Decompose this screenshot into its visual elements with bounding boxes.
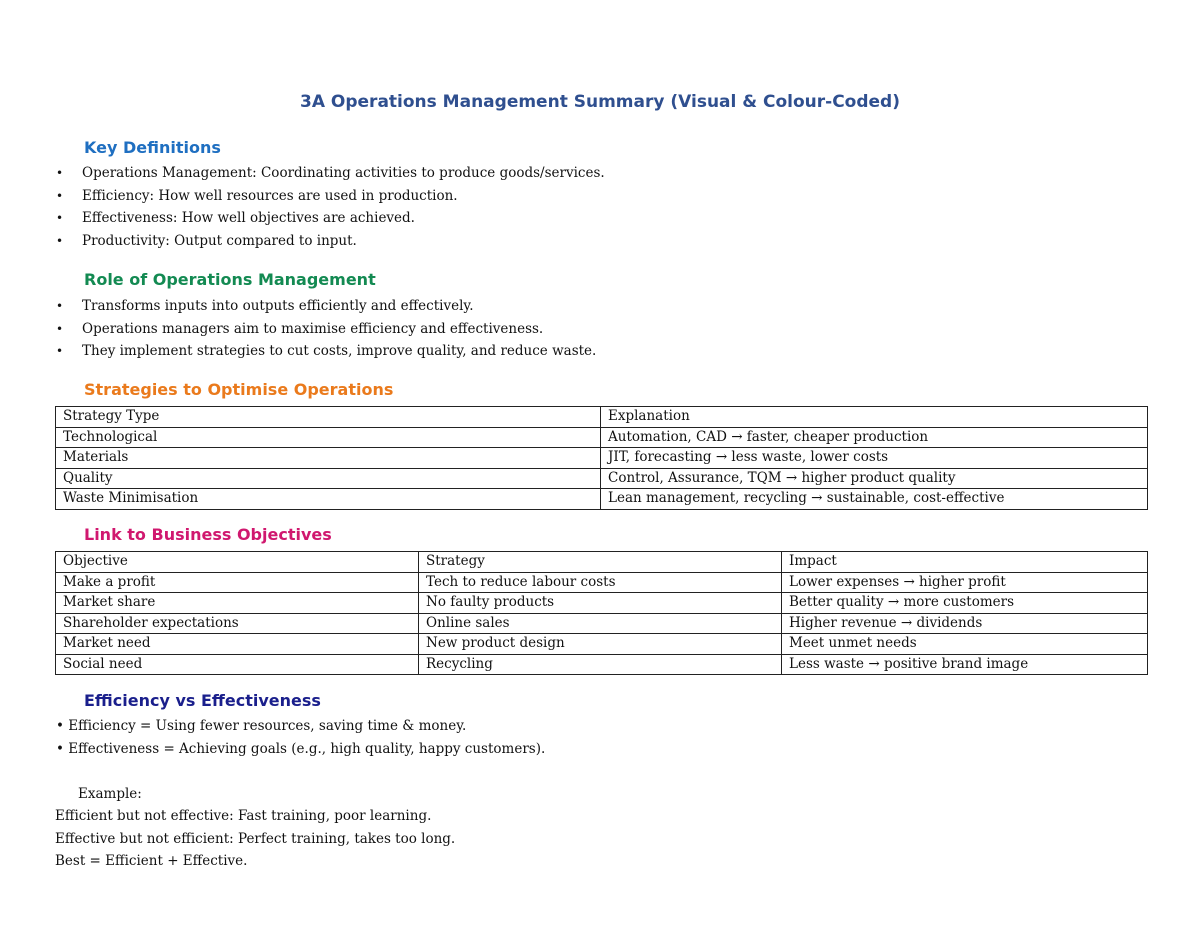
role-heading: Role of Operations Management	[84, 270, 376, 289]
list-item	[56, 295, 596, 318]
table-row	[56, 489, 1148, 510]
table-cell: Strategy Type	[56, 407, 601, 428]
table-cell: Control, Assurance, TQM → higher product quality	[601, 468, 1148, 489]
list-item-text: Transforms inputs into outputs efficiently and effectively.	[82, 298, 474, 314]
table-cell: Quality	[56, 468, 601, 489]
table-header-row	[56, 407, 1148, 428]
table-cell: Make a profit	[56, 572, 419, 593]
table-cell: Lean management, recycling → sustainable, cost-effective	[601, 489, 1148, 510]
example-efficient: Efficient but not effective: Fast training, poor learning.	[55, 808, 432, 824]
efficiency-line: • Efficiency = Using fewer resources, saving time & money.	[56, 718, 467, 734]
table-cell: Impact	[782, 552, 1148, 573]
table-header-row	[56, 552, 1148, 573]
table-cell: Recycling	[419, 654, 782, 675]
list-item	[56, 340, 596, 363]
table-row	[56, 448, 1148, 469]
list-item-text: Operations Management: Coordinating activities to produce goods/services.	[82, 165, 605, 181]
list-item	[56, 318, 596, 341]
link-heading: Link to Business Objectives	[84, 525, 332, 544]
table-cell: Tech to reduce labour costs	[419, 572, 782, 593]
table-row	[56, 468, 1148, 489]
bullet-icon: •	[56, 188, 64, 203]
key-definitions-heading: Key Definitions	[84, 138, 221, 157]
efficiency-heading: Efficiency vs Effectiveness	[84, 691, 321, 710]
table-cell: Strategy	[419, 552, 782, 573]
table-cell: Automation, CAD → faster, cheaper production	[601, 427, 1148, 448]
table-row	[56, 427, 1148, 448]
bullet-icon: •	[56, 299, 64, 313]
table-cell: Objective	[56, 552, 419, 573]
list-item-text: They implement strategies to cut costs, improve quality, and reduce waste.	[82, 343, 597, 359]
role-list	[56, 295, 596, 363]
table-cell: Market need	[56, 634, 419, 655]
key-definitions-list	[56, 162, 605, 252]
strategies-heading: Strategies to Optimise Operations	[84, 380, 394, 399]
bullet-icon: •	[56, 344, 64, 358]
strategies-table	[55, 406, 1148, 510]
list-item-text: Productivity: Output compared to input.	[82, 232, 357, 249]
table-cell: Online sales	[419, 613, 782, 634]
table-row	[56, 634, 1148, 655]
table-row	[56, 593, 1148, 614]
table-cell: Materials	[56, 448, 601, 469]
table-cell: Meet unmet needs	[782, 634, 1148, 655]
table-cell: JIT, forecasting → less waste, lower costs	[601, 448, 1148, 469]
table-cell: Better quality → more customers	[782, 593, 1148, 614]
table-row	[56, 654, 1148, 675]
table-cell: Less waste → positive brand image	[782, 654, 1148, 675]
bullet-icon: •	[56, 166, 64, 180]
table-cell: Lower expenses → higher profit	[782, 572, 1148, 593]
table-cell: Higher revenue → dividends	[782, 613, 1148, 634]
bullet-icon: •	[56, 321, 64, 336]
table-cell: Waste Minimisation	[56, 489, 601, 510]
table-row	[56, 572, 1148, 593]
list-item	[56, 207, 605, 230]
list-item-text: Efficiency: How well resources are used in production.	[82, 187, 458, 204]
list-item-text: Effectiveness: How well objectives are achieved.	[82, 210, 415, 226]
effectiveness-line: • Effectiveness = Achieving goals (e.g., high quality, happy customers).	[56, 741, 546, 757]
list-item-text: Operations managers aim to maximise efficiency and effectiveness.	[82, 320, 544, 337]
example-effective: Effective but not efficient: Perfect training, takes too long.	[55, 831, 456, 847]
table-cell: New product design	[419, 634, 782, 655]
table-row	[56, 613, 1148, 634]
table-cell: Technological	[56, 427, 601, 448]
table-cell: Explanation	[601, 407, 1148, 428]
table-cell: Social need	[56, 654, 419, 675]
table-cell: No faulty products	[419, 593, 782, 614]
table-cell: Market share	[56, 593, 419, 614]
bullet-icon: •	[56, 233, 64, 248]
page-title: 3A Operations Management Summary (Visual & Colour-Coded)	[300, 92, 900, 112]
list-item	[56, 185, 605, 208]
example-best: Best = Efficient + Effective.	[55, 853, 248, 869]
list-item	[56, 162, 605, 185]
objectives-table	[55, 551, 1148, 675]
bullet-icon: •	[56, 211, 64, 225]
table-cell: Shareholder expectations	[56, 613, 419, 634]
list-item	[56, 230, 605, 253]
example-label: Example:	[78, 786, 142, 802]
